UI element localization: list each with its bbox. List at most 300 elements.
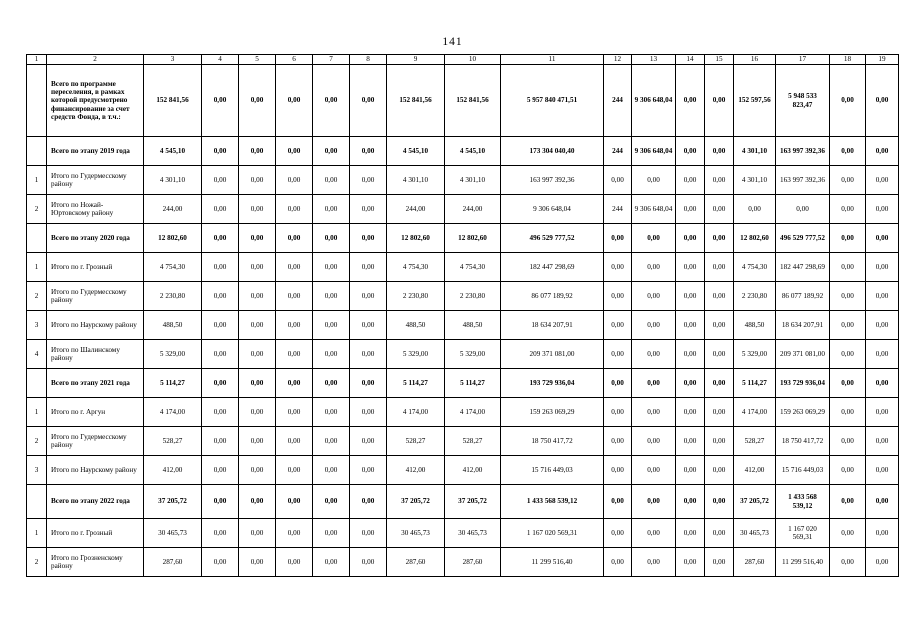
value-cell: 0,00 <box>350 548 387 577</box>
value-cell: 0,00 <box>676 485 705 519</box>
value-cell: 0,00 <box>202 137 239 166</box>
value-cell: 0,00 <box>313 398 350 427</box>
value-cell: 0,00 <box>350 224 387 253</box>
value-cell: 0,00 <box>239 282 276 311</box>
value-cell: 4 754,30 <box>445 253 501 282</box>
table-row <box>27 282 899 311</box>
row-name-cell: Итого по Гудермесскому району <box>47 282 144 311</box>
value-cell: 0,00 <box>604 548 632 577</box>
value-cell: 0,00 <box>632 398 676 427</box>
value-cell: 0,00 <box>866 253 899 282</box>
value-cell: 18 634 207,91 <box>501 311 604 340</box>
value-cell: 0,00 <box>676 369 705 398</box>
row-number-cell <box>27 485 47 519</box>
value-cell: 0,00 <box>676 282 705 311</box>
value-cell: 0,00 <box>276 137 313 166</box>
value-cell: 0,00 <box>239 166 276 195</box>
value-cell: 0,00 <box>239 398 276 427</box>
value-cell: 1 167 020 569,31 <box>501 519 604 548</box>
row-number-cell <box>27 369 47 398</box>
value-cell: 488,50 <box>734 311 776 340</box>
value-cell: 0,00 <box>350 369 387 398</box>
column-number-cell: 17 <box>776 55 830 65</box>
value-cell: 30 465,73 <box>387 519 445 548</box>
value-cell: 0,00 <box>866 340 899 369</box>
value-cell: 0,00 <box>705 195 734 224</box>
value-cell: 496 529 777,52 <box>776 224 830 253</box>
value-cell: 0,00 <box>202 548 239 577</box>
value-cell: 0,00 <box>866 311 899 340</box>
value-cell: 0,00 <box>866 519 899 548</box>
subtotal-row <box>27 65 899 137</box>
row-number-cell: 2 <box>27 427 47 456</box>
value-cell: 4 301,10 <box>387 166 445 195</box>
value-cell: 0,00 <box>350 340 387 369</box>
value-cell: 0,00 <box>866 548 899 577</box>
value-cell: 209 371 081,00 <box>776 340 830 369</box>
value-cell: 0,00 <box>313 369 350 398</box>
value-cell: 0,00 <box>276 340 313 369</box>
value-cell: 0,00 <box>239 340 276 369</box>
value-cell: 2 230,80 <box>387 282 445 311</box>
value-cell: 287,60 <box>734 548 776 577</box>
value-cell: 0,00 <box>202 340 239 369</box>
row-name-cell: Итого по г. Грозный <box>47 253 144 282</box>
column-number-cell: 8 <box>350 55 387 65</box>
value-cell: 159 263 069,29 <box>501 398 604 427</box>
column-number-cell: 10 <box>445 55 501 65</box>
value-cell: 0,00 <box>239 369 276 398</box>
table-body <box>27 55 899 577</box>
table-row <box>27 427 899 456</box>
value-cell: 0,00 <box>866 456 899 485</box>
row-number-cell: 1 <box>27 253 47 282</box>
value-cell: 0,00 <box>276 65 313 137</box>
value-cell: 244 <box>604 65 632 137</box>
row-name-cell: Итого по Шалинскому району <box>47 340 144 369</box>
value-cell: 5 329,00 <box>144 340 202 369</box>
row-number-cell: 3 <box>27 456 47 485</box>
value-cell: 4 174,00 <box>445 398 501 427</box>
value-cell: 0,00 <box>276 224 313 253</box>
value-cell: 12 802,60 <box>387 224 445 253</box>
value-cell: 0,00 <box>705 340 734 369</box>
value-cell: 5 957 840 471,51 <box>501 65 604 137</box>
value-cell: 0,00 <box>705 224 734 253</box>
value-cell: 0,00 <box>830 253 866 282</box>
value-cell: 0,00 <box>632 427 676 456</box>
value-cell: 0,00 <box>276 485 313 519</box>
value-cell: 0,00 <box>705 65 734 137</box>
value-cell: 5 329,00 <box>445 340 501 369</box>
value-cell: 0,00 <box>604 485 632 519</box>
value-cell: 244 <box>604 137 632 166</box>
value-cell: 0,00 <box>350 166 387 195</box>
value-cell: 0,00 <box>239 456 276 485</box>
value-cell: 152 841,56 <box>387 65 445 137</box>
value-cell: 0,00 <box>202 427 239 456</box>
value-cell: 0,00 <box>239 485 276 519</box>
value-cell: 193 729 936,04 <box>501 369 604 398</box>
value-cell: 0,00 <box>276 282 313 311</box>
column-number-cell: 6 <box>276 55 313 65</box>
value-cell: 0,00 <box>866 369 899 398</box>
value-cell: 152 597,56 <box>734 65 776 137</box>
column-number-cell: 4 <box>202 55 239 65</box>
value-cell: 0,00 <box>676 253 705 282</box>
value-cell: 0,00 <box>830 548 866 577</box>
value-cell: 0,00 <box>676 427 705 456</box>
value-cell: 0,00 <box>202 282 239 311</box>
value-cell: 4 545,10 <box>144 137 202 166</box>
subtotal-row <box>27 369 899 398</box>
table-row <box>27 311 899 340</box>
value-cell: 163 997 392,36 <box>501 166 604 195</box>
value-cell: 0,00 <box>239 427 276 456</box>
value-cell: 0,00 <box>350 427 387 456</box>
value-cell: 0,00 <box>866 65 899 137</box>
row-name-cell: Итого по Наурскому району <box>47 456 144 485</box>
value-cell: 0,00 <box>350 137 387 166</box>
value-cell: 0,00 <box>604 369 632 398</box>
table-row <box>27 548 899 577</box>
value-cell: 0,00 <box>604 340 632 369</box>
value-cell: 163 997 392,36 <box>776 166 830 195</box>
value-cell: 0,00 <box>830 398 866 427</box>
value-cell: 0,00 <box>276 398 313 427</box>
value-cell: 0,00 <box>705 398 734 427</box>
value-cell: 0,00 <box>604 253 632 282</box>
row-name-cell: Всего по этапу 2020 года <box>47 224 144 253</box>
value-cell: 412,00 <box>144 456 202 485</box>
value-cell: 0,00 <box>632 485 676 519</box>
value-cell: 0,00 <box>604 224 632 253</box>
value-cell: 0,00 <box>604 519 632 548</box>
row-number-cell <box>27 137 47 166</box>
value-cell: 0,00 <box>202 485 239 519</box>
value-cell: 0,00 <box>604 166 632 195</box>
value-cell: 173 304 040,40 <box>501 137 604 166</box>
value-cell: 11 299 516,40 <box>776 548 830 577</box>
value-cell: 0,00 <box>350 65 387 137</box>
value-cell: 0,00 <box>866 166 899 195</box>
value-cell: 30 465,73 <box>445 519 501 548</box>
value-cell: 528,27 <box>144 427 202 456</box>
value-cell: 0,00 <box>202 456 239 485</box>
value-cell: 0,00 <box>313 485 350 519</box>
value-cell: 244,00 <box>144 195 202 224</box>
value-cell: 0,00 <box>276 427 313 456</box>
value-cell: 0,00 <box>632 519 676 548</box>
value-cell: 37 205,72 <box>445 485 501 519</box>
value-cell: 0,00 <box>676 398 705 427</box>
value-cell: 0,00 <box>705 548 734 577</box>
value-cell: 488,50 <box>387 311 445 340</box>
value-cell: 2 230,80 <box>734 282 776 311</box>
row-name-cell: Всего по этапу 2022 года <box>47 485 144 519</box>
value-cell: 0,00 <box>705 456 734 485</box>
value-cell: 0,00 <box>866 398 899 427</box>
subtotal-row <box>27 137 899 166</box>
value-cell: 287,60 <box>387 548 445 577</box>
value-cell: 9 306 648,04 <box>632 65 676 137</box>
value-cell: 528,27 <box>445 427 501 456</box>
value-cell: 0,00 <box>313 166 350 195</box>
value-cell: 412,00 <box>387 456 445 485</box>
row-number-cell: 1 <box>27 166 47 195</box>
value-cell: 0,00 <box>632 311 676 340</box>
value-cell: 0,00 <box>632 253 676 282</box>
value-cell: 15 716 449,03 <box>501 456 604 485</box>
value-cell: 0,00 <box>202 398 239 427</box>
value-cell: 0,00 <box>313 548 350 577</box>
row-name-cell: Итого по Грозненскому району <box>47 548 144 577</box>
value-cell: 18 750 417,72 <box>501 427 604 456</box>
value-cell: 0,00 <box>676 519 705 548</box>
value-cell: 0,00 <box>202 369 239 398</box>
value-cell: 0,00 <box>276 195 313 224</box>
row-name-cell: Всего по этапу 2019 года <box>47 137 144 166</box>
column-number-cell: 18 <box>830 55 866 65</box>
value-cell: 0,00 <box>350 456 387 485</box>
value-cell: 0,00 <box>313 311 350 340</box>
value-cell: 0,00 <box>705 519 734 548</box>
value-cell: 18 634 207,91 <box>776 311 830 340</box>
value-cell: 0,00 <box>276 369 313 398</box>
value-cell: 0,00 <box>313 282 350 311</box>
value-cell: 12 802,60 <box>445 224 501 253</box>
value-cell: 86 077 189,92 <box>776 282 830 311</box>
value-cell: 193 729 936,04 <box>776 369 830 398</box>
value-cell: 0,00 <box>350 253 387 282</box>
value-cell: 0,00 <box>350 282 387 311</box>
column-number-cell: 2 <box>47 55 144 65</box>
value-cell: 0,00 <box>830 369 866 398</box>
value-cell: 12 802,60 <box>144 224 202 253</box>
value-cell: 0,00 <box>705 369 734 398</box>
value-cell: 4 545,10 <box>445 137 501 166</box>
value-cell: 0,00 <box>202 195 239 224</box>
column-number-cell: 16 <box>734 55 776 65</box>
value-cell: 0,00 <box>313 519 350 548</box>
value-cell: 0,00 <box>705 485 734 519</box>
value-cell: 0,00 <box>776 195 830 224</box>
value-cell: 0,00 <box>276 311 313 340</box>
row-name-cell: Итого по Гудермесскому району <box>47 427 144 456</box>
value-cell: 0,00 <box>830 224 866 253</box>
value-cell: 0,00 <box>830 195 866 224</box>
value-cell: 1 433 568 539,12 <box>776 485 830 519</box>
value-cell: 5 948 533 823,47 <box>776 65 830 137</box>
value-cell: 0,00 <box>676 311 705 340</box>
value-cell: 5 114,27 <box>144 369 202 398</box>
value-cell: 0,00 <box>276 456 313 485</box>
value-cell: 0,00 <box>830 519 866 548</box>
row-name-cell: Итого по г. Грозный <box>47 519 144 548</box>
row-number-cell <box>27 65 47 137</box>
value-cell: 0,00 <box>239 195 276 224</box>
value-cell: 0,00 <box>239 65 276 137</box>
value-cell: 0,00 <box>676 548 705 577</box>
value-cell: 1 433 568 539,12 <box>501 485 604 519</box>
value-cell: 0,00 <box>676 65 705 137</box>
value-cell: 0,00 <box>866 485 899 519</box>
value-cell: 0,00 <box>239 253 276 282</box>
value-cell: 0,00 <box>734 195 776 224</box>
subtotal-row <box>27 485 899 519</box>
value-cell: 30 465,73 <box>144 519 202 548</box>
value-cell: 5 329,00 <box>387 340 445 369</box>
row-name-cell: Итого по Ножай-Юртовскому району <box>47 195 144 224</box>
value-cell: 0,00 <box>705 166 734 195</box>
value-cell: 0,00 <box>830 456 866 485</box>
value-cell: 0,00 <box>604 427 632 456</box>
value-cell: 0,00 <box>830 166 866 195</box>
row-number-cell: 1 <box>27 398 47 427</box>
value-cell: 4 545,10 <box>387 137 445 166</box>
value-cell: 0,00 <box>866 195 899 224</box>
value-cell: 4 301,10 <box>734 166 776 195</box>
row-number-cell: 2 <box>27 195 47 224</box>
value-cell: 2 230,80 <box>144 282 202 311</box>
value-cell: 0,00 <box>313 456 350 485</box>
value-cell: 4 301,10 <box>144 166 202 195</box>
value-cell: 37 205,72 <box>144 485 202 519</box>
value-cell: 30 465,73 <box>734 519 776 548</box>
value-cell: 0,00 <box>830 340 866 369</box>
value-cell: 0,00 <box>866 427 899 456</box>
value-cell: 0,00 <box>830 282 866 311</box>
value-cell: 0,00 <box>239 311 276 340</box>
value-cell: 528,27 <box>734 427 776 456</box>
column-number-cell: 5 <box>239 55 276 65</box>
value-cell: 152 841,56 <box>445 65 501 137</box>
value-cell: 4 754,30 <box>144 253 202 282</box>
column-number-cell: 7 <box>313 55 350 65</box>
value-cell: 15 716 449,03 <box>776 456 830 485</box>
value-cell: 0,00 <box>705 427 734 456</box>
value-cell: 5 114,27 <box>445 369 501 398</box>
value-cell: 0,00 <box>313 137 350 166</box>
value-cell: 5 114,27 <box>387 369 445 398</box>
value-cell: 9 306 648,04 <box>632 195 676 224</box>
value-cell: 0,00 <box>676 166 705 195</box>
value-cell: 0,00 <box>239 548 276 577</box>
value-cell: 0,00 <box>705 253 734 282</box>
column-number-cell: 19 <box>866 55 899 65</box>
column-number-row <box>27 55 899 65</box>
value-cell: 4 174,00 <box>144 398 202 427</box>
value-cell: 488,50 <box>144 311 202 340</box>
value-cell: 37 205,72 <box>387 485 445 519</box>
value-cell: 9 306 648,04 <box>632 137 676 166</box>
row-number-cell: 4 <box>27 340 47 369</box>
value-cell: 0,00 <box>350 519 387 548</box>
value-cell: 0,00 <box>350 195 387 224</box>
value-cell: 0,00 <box>202 166 239 195</box>
value-cell: 412,00 <box>734 456 776 485</box>
table-row <box>27 166 899 195</box>
value-cell: 0,00 <box>830 427 866 456</box>
row-name-cell: Итого по Гудермесскому району <box>47 166 144 195</box>
value-cell: 0,00 <box>604 282 632 311</box>
value-cell: 0,00 <box>830 65 866 137</box>
value-cell: 0,00 <box>676 195 705 224</box>
value-cell: 0,00 <box>276 166 313 195</box>
value-cell: 2 230,80 <box>445 282 501 311</box>
resettlement-table <box>26 54 899 577</box>
value-cell: 182 447 298,69 <box>501 253 604 282</box>
row-name-cell: Итого по Наурскому району <box>47 311 144 340</box>
value-cell: 0,00 <box>866 224 899 253</box>
value-cell: 0,00 <box>866 137 899 166</box>
column-number-cell: 3 <box>144 55 202 65</box>
value-cell: 86 077 189,92 <box>501 282 604 311</box>
value-cell: 0,00 <box>632 369 676 398</box>
value-cell: 0,00 <box>632 456 676 485</box>
value-cell: 0,00 <box>676 224 705 253</box>
value-cell: 0,00 <box>202 253 239 282</box>
value-cell: 0,00 <box>830 311 866 340</box>
column-number-cell: 11 <box>501 55 604 65</box>
row-number-cell: 3 <box>27 311 47 340</box>
value-cell: 0,00 <box>202 311 239 340</box>
column-number-cell: 9 <box>387 55 445 65</box>
table-row <box>27 253 899 282</box>
value-cell: 0,00 <box>202 65 239 137</box>
value-cell: 287,60 <box>144 548 202 577</box>
value-cell: 412,00 <box>445 456 501 485</box>
row-number-cell: 1 <box>27 519 47 548</box>
value-cell: 4 301,10 <box>734 137 776 166</box>
value-cell: 0,00 <box>276 253 313 282</box>
value-cell: 37 205,72 <box>734 485 776 519</box>
value-cell: 0,00 <box>705 282 734 311</box>
value-cell: 0,00 <box>276 548 313 577</box>
value-cell: 0,00 <box>313 65 350 137</box>
value-cell: 0,00 <box>632 340 676 369</box>
value-cell: 5 114,27 <box>734 369 776 398</box>
value-cell: 0,00 <box>313 427 350 456</box>
value-cell: 496 529 777,52 <box>501 224 604 253</box>
value-cell: 0,00 <box>632 548 676 577</box>
value-cell: 0,00 <box>313 224 350 253</box>
column-number-cell: 13 <box>632 55 676 65</box>
value-cell: 4 754,30 <box>734 253 776 282</box>
row-name-cell: Всего по этапу 2021 года <box>47 369 144 398</box>
table-row <box>27 340 899 369</box>
value-cell: 0,00 <box>239 519 276 548</box>
value-cell: 0,00 <box>866 282 899 311</box>
value-cell: 0,00 <box>705 311 734 340</box>
value-cell: 0,00 <box>676 456 705 485</box>
value-cell: 9 306 648,04 <box>501 195 604 224</box>
value-cell: 0,00 <box>604 311 632 340</box>
value-cell: 0,00 <box>313 253 350 282</box>
value-cell: 0,00 <box>202 224 239 253</box>
value-cell: 209 371 081,00 <box>501 340 604 369</box>
row-name-cell: Всего по программе переселения, в рамках которой предусмотрено финансирование за счет средств Фонда, в т.ч.: <box>47 65 144 137</box>
value-cell: 528,27 <box>387 427 445 456</box>
value-cell: 0,00 <box>350 311 387 340</box>
value-cell: 0,00 <box>202 519 239 548</box>
value-cell: 0,00 <box>239 137 276 166</box>
value-cell: 287,60 <box>445 548 501 577</box>
value-cell: 244,00 <box>387 195 445 224</box>
value-cell: 0,00 <box>604 398 632 427</box>
column-number-cell: 12 <box>604 55 632 65</box>
value-cell: 0,00 <box>830 485 866 519</box>
